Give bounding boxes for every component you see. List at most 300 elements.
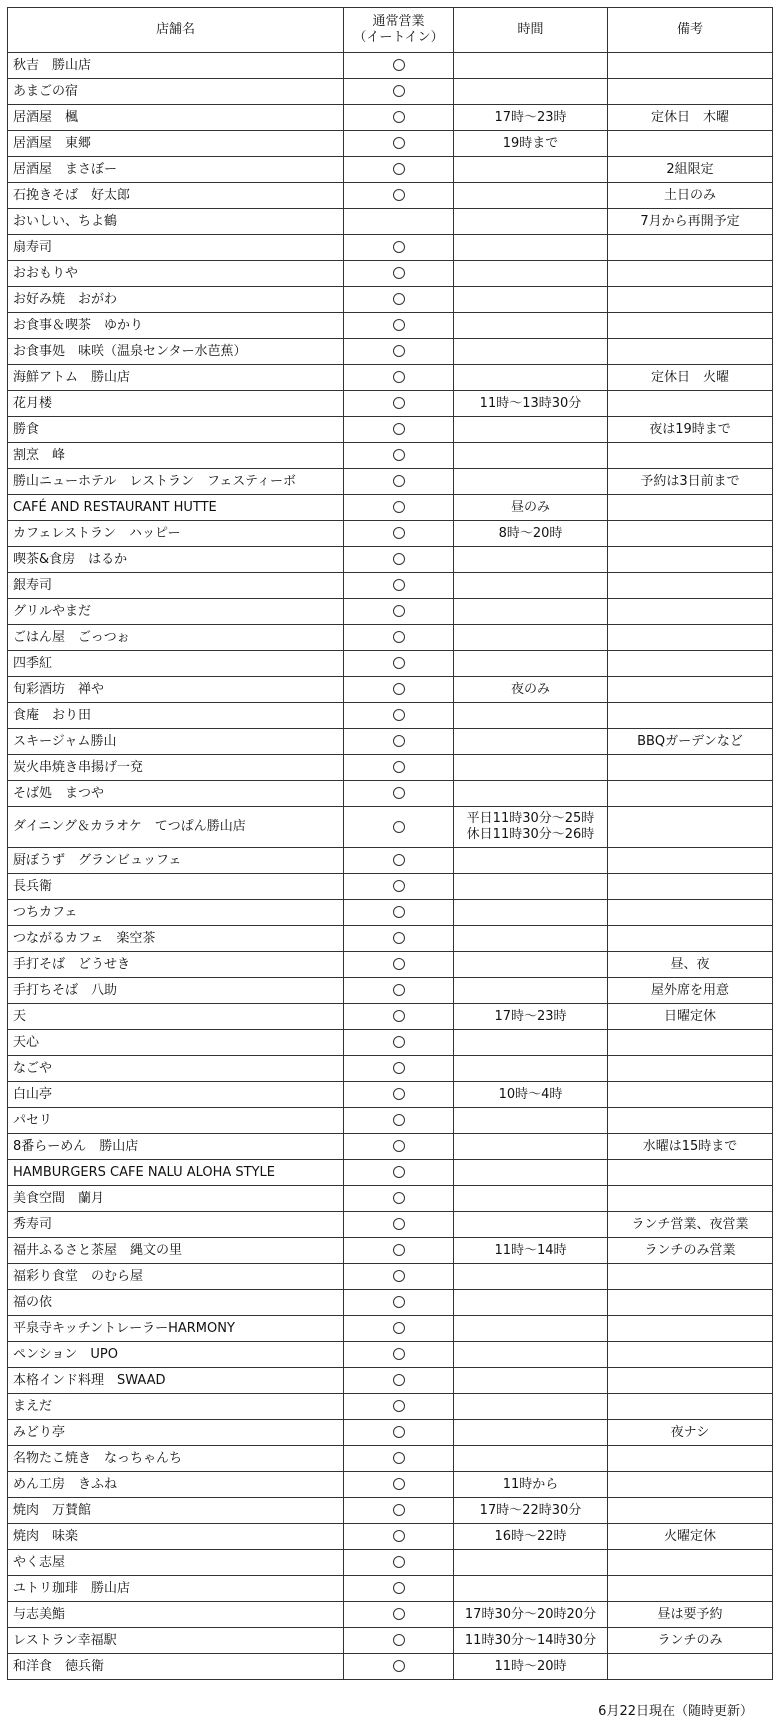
hours-cell: [454, 599, 608, 625]
notes-cell: [608, 755, 773, 781]
hours-cell: 17時30分～20時20分: [454, 1602, 608, 1628]
store-name: 美食空間 蘭月: [8, 1186, 344, 1212]
hours-cell: 11時から: [454, 1472, 608, 1498]
eatin-cell: [344, 521, 454, 547]
hours-cell: [454, 1160, 608, 1186]
notes-cell: ランチのみ営業: [608, 1238, 773, 1264]
store-name: 白山亭: [8, 1082, 344, 1108]
store-name: 長兵衛: [8, 874, 344, 900]
notes-cell: [608, 848, 773, 874]
open-circle-icon: [393, 1114, 405, 1126]
eatin-cell: [344, 1082, 454, 1108]
hours-cell: [454, 978, 608, 1004]
hours-cell: [454, 1290, 608, 1316]
table-row: [8, 755, 773, 781]
table-row: [8, 599, 773, 625]
eatin-cell: [344, 1368, 454, 1394]
hours-cell: [454, 807, 608, 848]
open-circle-icon: [393, 111, 405, 123]
hours-cell: [454, 952, 608, 978]
open-circle-icon: [393, 1452, 405, 1464]
table-row: [8, 729, 773, 755]
hours-cell: [454, 926, 608, 952]
notes-cell: [608, 1576, 773, 1602]
table-row: [8, 1524, 773, 1550]
eatin-cell: [344, 53, 454, 79]
notes-cell: BBQガーデンなど: [608, 729, 773, 755]
eatin-cell: [344, 874, 454, 900]
table-row: [8, 1160, 773, 1186]
eatin-cell: [344, 235, 454, 261]
table-row: [8, 209, 773, 235]
notes-cell: [608, 1368, 773, 1394]
notes-cell: [608, 1108, 773, 1134]
notes-cell: 昼、夜: [608, 952, 773, 978]
table-row: [8, 1030, 773, 1056]
notes-cell: 夜は19時まで: [608, 417, 773, 443]
table-row: [8, 1212, 773, 1238]
notes-cell: [608, 235, 773, 261]
hours-cell: [454, 469, 608, 495]
store-name: まえだ: [8, 1394, 344, 1420]
notes-cell: [608, 547, 773, 573]
eatin-cell: [344, 729, 454, 755]
notes-cell: [608, 599, 773, 625]
table-row: [8, 417, 773, 443]
eatin-cell: [344, 1264, 454, 1290]
store-name: 旬彩酒坊 禅や: [8, 677, 344, 703]
table-row: [8, 547, 773, 573]
eatin-cell: [344, 978, 454, 1004]
eatin-cell: [344, 443, 454, 469]
hours-cell: [454, 1446, 608, 1472]
table-row: [8, 651, 773, 677]
table-row: [8, 848, 773, 874]
table-body: [8, 53, 773, 1680]
store-name: お食事処 味咲（温泉センター水芭蕉）: [8, 339, 344, 365]
store-name: 銀寿司: [8, 573, 344, 599]
eatin-cell: [344, 1420, 454, 1446]
eatin-cell: [344, 183, 454, 209]
hours-cell: [454, 1212, 608, 1238]
notes-cell: [608, 807, 773, 848]
open-circle-icon: [393, 1062, 405, 1074]
open-circle-icon: [393, 906, 405, 918]
notes-cell: [608, 1498, 773, 1524]
hours-cell: [454, 755, 608, 781]
store-name: 秀寿司: [8, 1212, 344, 1238]
notes-cell: [608, 1550, 773, 1576]
open-circle-icon: [393, 579, 405, 591]
eatin-cell: [344, 703, 454, 729]
open-circle-icon: [393, 137, 405, 149]
open-circle-icon: [393, 59, 405, 71]
store-name: 8番らーめん 勝山店: [8, 1134, 344, 1160]
notes-cell: 昼は要予約: [608, 1602, 773, 1628]
eatin-cell: [344, 79, 454, 105]
hours-cell: [454, 547, 608, 573]
open-circle-icon: [393, 1530, 405, 1542]
notes-cell: 定休日 木曜: [608, 105, 773, 131]
hours-cell: 17時～23時: [454, 105, 608, 131]
hours-cell: 11時～14時: [454, 1238, 608, 1264]
eatin-cell: [344, 339, 454, 365]
table-row: [8, 1446, 773, 1472]
open-circle-icon: [393, 1478, 405, 1490]
hours-cell: [454, 900, 608, 926]
store-name: 天: [8, 1004, 344, 1030]
table-row: [8, 1186, 773, 1212]
store-name: 勝食: [8, 417, 344, 443]
table-row: [8, 1342, 773, 1368]
hours-line: 平日11時30分～25時: [466, 811, 595, 826]
eatin-cell: [344, 1524, 454, 1550]
notes-cell: [608, 1394, 773, 1420]
table-row: [8, 391, 773, 417]
open-circle-icon: [393, 1348, 405, 1360]
table-row: [8, 1472, 773, 1498]
eatin-cell: [344, 1056, 454, 1082]
table-row: [8, 261, 773, 287]
notes-cell: [608, 287, 773, 313]
hours-cell: [454, 651, 608, 677]
eatin-cell: [344, 651, 454, 677]
hours-cell: [454, 157, 608, 183]
open-circle-icon: [393, 1426, 405, 1438]
hours-cell: [454, 235, 608, 261]
table-row: [8, 703, 773, 729]
store-name: 炭火串焼き串揚げ一兗: [8, 755, 344, 781]
hours-cell: [454, 573, 608, 599]
eatin-cell: [344, 625, 454, 651]
notes-cell: 定休日 火曜: [608, 365, 773, 391]
table-row: [8, 1238, 773, 1264]
table-row: [8, 807, 773, 848]
store-name: 平泉寺キッチントレーラーHARMONY: [8, 1316, 344, 1342]
store-name: ごはん屋 ごっつぉ: [8, 625, 344, 651]
store-name: 四季紅: [8, 651, 344, 677]
hours-cell: [454, 703, 608, 729]
open-circle-icon: [393, 423, 405, 435]
table-row: [8, 339, 773, 365]
table-row: [8, 105, 773, 131]
store-name: おおもりや: [8, 261, 344, 287]
store-name: 居酒屋 楓: [8, 105, 344, 131]
open-circle-icon: [393, 371, 405, 383]
notes-cell: [608, 1654, 773, 1680]
open-circle-icon: [393, 397, 405, 409]
open-circle-icon: [393, 1322, 405, 1334]
open-circle-icon: [393, 319, 405, 331]
open-circle-icon: [393, 932, 405, 944]
open-circle-icon: [393, 163, 405, 175]
table-row: [8, 443, 773, 469]
store-name: レストラン幸福駅: [8, 1628, 344, 1654]
hours-cell: 11時～13時30分: [454, 391, 608, 417]
hours-cell: [454, 53, 608, 79]
table-row: [8, 1498, 773, 1524]
hours-cell: [454, 209, 608, 235]
table-row: [8, 1576, 773, 1602]
open-circle-icon: [393, 683, 405, 695]
store-name: 福井ふるさと茶屋 縄文の里: [8, 1238, 344, 1264]
store-name: みどり亭: [8, 1420, 344, 1446]
eatin-cell: [344, 1186, 454, 1212]
eatin-cell: [344, 1498, 454, 1524]
notes-cell: [608, 261, 773, 287]
eatin-cell: [344, 573, 454, 599]
table-row: [8, 1290, 773, 1316]
notes-cell: [608, 926, 773, 952]
eatin-cell: [344, 1238, 454, 1264]
open-circle-icon: [393, 1166, 405, 1178]
open-circle-icon: [393, 735, 405, 747]
eatin-cell: [344, 1628, 454, 1654]
eatin-cell: [344, 287, 454, 313]
eatin-cell: [344, 1316, 454, 1342]
eatin-cell: [344, 1446, 454, 1472]
notes-cell: [608, 651, 773, 677]
eatin-cell: [344, 781, 454, 807]
hours-cell: [454, 1342, 608, 1368]
notes-cell: [608, 703, 773, 729]
table-row: [8, 874, 773, 900]
store-name: スキージャム勝山: [8, 729, 344, 755]
table-row: [8, 1550, 773, 1576]
hours-cell: [454, 625, 608, 651]
open-circle-icon: [393, 1088, 405, 1100]
store-name: 焼肉 万賛館: [8, 1498, 344, 1524]
notes-cell: [608, 1316, 773, 1342]
hours-cell: 10時～4時: [454, 1082, 608, 1108]
notes-cell: [608, 391, 773, 417]
table-row: [8, 1264, 773, 1290]
hours-cell: [454, 781, 608, 807]
header-notes: 備考: [608, 8, 773, 53]
store-name: ダイニング＆カラオケ てつぱん勝山店: [8, 807, 344, 848]
notes-cell: 予約は3日前まで: [608, 469, 773, 495]
table-row: [8, 131, 773, 157]
table-row: [8, 1108, 773, 1134]
notes-cell: [608, 313, 773, 339]
hours-cell: 17時～23時: [454, 1004, 608, 1030]
eatin-cell: [344, 261, 454, 287]
table-row: [8, 1602, 773, 1628]
notes-cell: [608, 900, 773, 926]
hours-cell: [454, 874, 608, 900]
notes-cell: 屋外席を用意: [608, 978, 773, 1004]
table-row: [8, 157, 773, 183]
table-row: [8, 53, 773, 79]
open-circle-icon: [393, 1010, 405, 1022]
eatin-cell: [344, 313, 454, 339]
eatin-cell: [344, 677, 454, 703]
table-row: [8, 1368, 773, 1394]
open-circle-icon: [393, 1244, 405, 1256]
store-name: お食事＆喫茶 ゆかり: [8, 313, 344, 339]
hours-cell: [454, 183, 608, 209]
open-circle-icon: [393, 553, 405, 565]
eatin-cell: [344, 1342, 454, 1368]
store-name: 食庵 おり田: [8, 703, 344, 729]
eatin-cell: [344, 1394, 454, 1420]
open-circle-icon: [393, 1192, 405, 1204]
notes-cell: [608, 79, 773, 105]
hours-cell: 16時～22時: [454, 1524, 608, 1550]
hours-cell: 17時～22時30分: [454, 1498, 608, 1524]
store-name: 海鮮アトム 勝山店: [8, 365, 344, 391]
store-name: 割烹 峰: [8, 443, 344, 469]
store-name: ペンション UPO: [8, 1342, 344, 1368]
restaurant-table: [7, 7, 773, 1680]
table-row: [8, 183, 773, 209]
eatin-cell: [344, 599, 454, 625]
notes-cell: [608, 1446, 773, 1472]
hours-cell: 11時30分～14時30分: [454, 1628, 608, 1654]
store-name: 福の依: [8, 1290, 344, 1316]
hours-cell: [454, 1134, 608, 1160]
open-circle-icon: [393, 1660, 405, 1672]
open-circle-icon: [393, 241, 405, 253]
open-circle-icon: [393, 527, 405, 539]
open-circle-icon: [393, 821, 405, 833]
notes-cell: 火曜定休: [608, 1524, 773, 1550]
hours-cell: 夜のみ: [454, 677, 608, 703]
eatin-cell: [344, 391, 454, 417]
hours-cell: [454, 313, 608, 339]
eatin-cell: [344, 848, 454, 874]
notes-cell: [608, 1342, 773, 1368]
open-circle-icon: [393, 605, 405, 617]
notes-cell: ランチ営業、夜営業: [608, 1212, 773, 1238]
store-name: なごや: [8, 1056, 344, 1082]
eatin-cell: [344, 1472, 454, 1498]
open-circle-icon: [393, 1374, 405, 1386]
table-row: [8, 287, 773, 313]
table-row: [8, 952, 773, 978]
notes-cell: 2組限定: [608, 157, 773, 183]
hours-cell: [454, 1420, 608, 1446]
eatin-cell: [344, 105, 454, 131]
eatin-cell: [344, 495, 454, 521]
notes-cell: [608, 1264, 773, 1290]
eatin-cell: [344, 1030, 454, 1056]
open-circle-icon: [393, 501, 405, 513]
notes-cell: [608, 573, 773, 599]
eatin-cell: [344, 755, 454, 781]
notes-cell: [608, 625, 773, 651]
eatin-cell: [344, 1290, 454, 1316]
table-row: [8, 235, 773, 261]
store-name: 勝山ニューホテル レストラン フェスティーボ: [8, 469, 344, 495]
open-circle-icon: [393, 880, 405, 892]
hours-cell: [454, 339, 608, 365]
header-hours: 時間: [454, 8, 608, 53]
eatin-cell: [344, 1108, 454, 1134]
eatin-cell: [344, 952, 454, 978]
open-circle-icon: [393, 854, 405, 866]
eatin-cell: [344, 469, 454, 495]
update-note: 6月22日現在（随時更新）: [598, 1704, 753, 1719]
store-name: やく志屋: [8, 1550, 344, 1576]
hours-cell: 8時～20時: [454, 521, 608, 547]
open-circle-icon: [393, 1634, 405, 1646]
open-circle-icon: [393, 189, 405, 201]
table-row: [8, 573, 773, 599]
store-name: 喫茶&食房 はるか: [8, 547, 344, 573]
notes-cell: 日曜定休: [608, 1004, 773, 1030]
open-circle-icon: [393, 345, 405, 357]
store-name: グリルやまだ: [8, 599, 344, 625]
store-name: 天心: [8, 1030, 344, 1056]
store-name: 秋吉 勝山店: [8, 53, 344, 79]
hours-cell: [454, 1550, 608, 1576]
open-circle-icon: [393, 1036, 405, 1048]
notes-cell: [608, 874, 773, 900]
open-circle-icon: [393, 1400, 405, 1412]
store-name: HAMBURGERS CAFE NALU ALOHA STYLE: [8, 1160, 344, 1186]
notes-cell: 水曜は15時まで: [608, 1134, 773, 1160]
store-name: つながるカフェ 楽空茶: [8, 926, 344, 952]
store-name: 花月楼: [8, 391, 344, 417]
notes-cell: [608, 521, 773, 547]
table-row: [8, 677, 773, 703]
notes-cell: ランチのみ: [608, 1628, 773, 1654]
table-row: [8, 625, 773, 651]
table-row: [8, 1654, 773, 1680]
eatin-cell: [344, 209, 454, 235]
eatin-cell: [344, 1602, 454, 1628]
table-row: [8, 900, 773, 926]
open-circle-icon: [393, 1296, 405, 1308]
open-circle-icon: [393, 1140, 405, 1152]
table-row: [8, 1394, 773, 1420]
notes-cell: 夜ナシ: [608, 1420, 773, 1446]
table-row: [8, 926, 773, 952]
notes-cell: 土日のみ: [608, 183, 773, 209]
open-circle-icon: [393, 787, 405, 799]
open-circle-icon: [393, 449, 405, 461]
table-row: [8, 1004, 773, 1030]
table-row: [8, 1082, 773, 1108]
header-row: [8, 8, 773, 53]
eatin-cell: [344, 1212, 454, 1238]
table-row: [8, 365, 773, 391]
open-circle-icon: [393, 1608, 405, 1620]
notes-cell: 7月から再開予定: [608, 209, 773, 235]
store-name: 本格インド料理 SWAAD: [8, 1368, 344, 1394]
hours-cell: [454, 443, 608, 469]
store-name: 焼肉 味楽: [8, 1524, 344, 1550]
eatin-cell: [344, 157, 454, 183]
store-name: 扇寿司: [8, 235, 344, 261]
open-circle-icon: [393, 267, 405, 279]
notes-cell: [608, 495, 773, 521]
header-eatin-line2: （イートイン）: [353, 30, 444, 45]
store-name: めん工房 きふね: [8, 1472, 344, 1498]
header-eatin: [344, 8, 454, 53]
store-name: パセリ: [8, 1108, 344, 1134]
eatin-cell: [344, 365, 454, 391]
hours-cell: [454, 1264, 608, 1290]
notes-cell: [608, 1056, 773, 1082]
notes-cell: [608, 1030, 773, 1056]
eatin-cell: [344, 131, 454, 157]
table-row: [8, 1134, 773, 1160]
hours-cell: [454, 261, 608, 287]
hours-cell: [454, 1316, 608, 1342]
table-row: [8, 781, 773, 807]
